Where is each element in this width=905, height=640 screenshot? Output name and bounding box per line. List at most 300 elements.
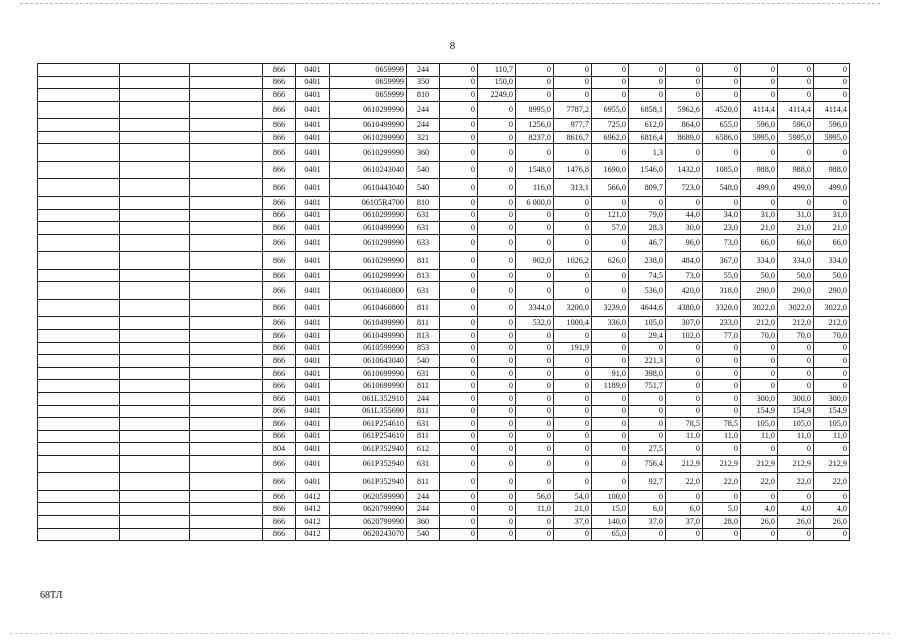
- table-cell: 154,9: [778, 405, 814, 418]
- table-cell: 0: [478, 528, 516, 541]
- table-cell: 6586,0: [703, 131, 741, 144]
- table-cell: 0: [440, 367, 478, 380]
- table-cell: 0: [440, 209, 478, 222]
- table-cell: 0: [516, 64, 554, 77]
- blank-cell: [38, 282, 120, 300]
- table-cell: 77,0: [703, 329, 741, 342]
- table-cell: 725,0: [592, 119, 629, 132]
- table-cell: 0401: [296, 161, 330, 179]
- table-cell: 6962,0: [592, 131, 629, 144]
- table-cell: 756,4: [629, 455, 666, 473]
- table-cell: 0: [516, 455, 554, 473]
- table-cell: 290,0: [778, 282, 814, 300]
- table-cell: 0: [554, 405, 592, 418]
- table-cell: 6,0: [666, 503, 703, 516]
- table-cell: 499,0: [778, 179, 814, 197]
- table-cell: 0: [440, 342, 478, 355]
- blank-cell: [38, 317, 120, 330]
- table-cell: 0: [554, 443, 592, 456]
- blank-cell: [190, 299, 263, 317]
- table-cell: 0: [741, 367, 778, 380]
- table-cell: 420,0: [666, 282, 703, 300]
- table-cell: 0: [440, 161, 478, 179]
- blank-cell: [38, 392, 120, 405]
- table-cell: 0401: [296, 252, 330, 270]
- table-cell: 0: [629, 342, 666, 355]
- table-cell: 0: [516, 405, 554, 418]
- table-cell: 0: [478, 380, 516, 393]
- table-cell: 0610499990: [330, 222, 407, 235]
- table-cell: 244: [407, 119, 440, 132]
- table-cell: 6816,4: [629, 131, 666, 144]
- table-cell: 0610299990: [330, 234, 407, 252]
- table-row: [38, 119, 850, 132]
- blank-cell: [190, 64, 263, 77]
- table-cell: 0: [741, 76, 778, 89]
- blank-cell: [38, 329, 120, 342]
- table-cell: 0: [592, 144, 629, 162]
- table-cell: 866: [263, 101, 296, 119]
- table-cell: 0: [629, 528, 666, 541]
- table-row: [38, 405, 850, 418]
- table-cell: 596,0: [741, 119, 778, 132]
- table-cell: 0: [592, 89, 629, 102]
- table-cell: 0: [741, 380, 778, 393]
- table-cell: 0620243070: [330, 528, 407, 541]
- table-cell: 0: [440, 222, 478, 235]
- table-cell: 121,0: [592, 209, 629, 222]
- table-cell: 0: [592, 342, 629, 355]
- table-cell: 0: [703, 76, 741, 89]
- table-cell: 0: [666, 89, 703, 102]
- table-cell: 0: [516, 443, 554, 456]
- table-cell: 5995,0: [741, 131, 778, 144]
- blank-cell: [120, 101, 190, 119]
- table-row: [38, 209, 850, 222]
- table-cell: 0401: [296, 64, 330, 77]
- table-cell: 0: [440, 179, 478, 197]
- table-cell: 0: [778, 380, 814, 393]
- table-cell: 0610699990: [330, 380, 407, 393]
- table-cell: 0: [592, 355, 629, 368]
- table-cell: 0: [478, 355, 516, 368]
- table-cell: 66,0: [778, 234, 814, 252]
- table-cell: 6 000,0: [516, 196, 554, 209]
- table-cell: 300,0: [814, 392, 850, 405]
- table-cell: 0: [478, 222, 516, 235]
- table-cell: 4644,6: [629, 299, 666, 317]
- table-cell: 28,3: [629, 222, 666, 235]
- table-cell: 0: [478, 252, 516, 270]
- blank-cell: [120, 76, 190, 89]
- blank-cell: [120, 367, 190, 380]
- blank-cell: [38, 528, 120, 541]
- table-cell: 0: [554, 367, 592, 380]
- table-cell: 866: [263, 119, 296, 132]
- table-cell: 596,0: [814, 119, 850, 132]
- blank-cell: [38, 119, 120, 132]
- table-cell: 0: [516, 342, 554, 355]
- blank-cell: [190, 455, 263, 473]
- table-cell: 0: [592, 234, 629, 252]
- table-cell: 0: [440, 101, 478, 119]
- table-cell: 3320,0: [703, 299, 741, 317]
- table-cell: 0: [629, 430, 666, 443]
- blank-cell: [120, 209, 190, 222]
- table-cell: 154,9: [814, 405, 850, 418]
- table-cell: 96,0: [666, 234, 703, 252]
- table-cell: 0: [440, 405, 478, 418]
- table-cell: 4114,4: [814, 101, 850, 119]
- blank-cell: [190, 101, 263, 119]
- table-cell: 66,0: [741, 234, 778, 252]
- table-cell: 0: [814, 355, 850, 368]
- table-cell: 221,3: [629, 355, 666, 368]
- table-cell: 4114,4: [778, 101, 814, 119]
- table-cell: 0: [592, 430, 629, 443]
- table-cell: 866: [263, 299, 296, 317]
- blank-cell: [190, 222, 263, 235]
- blank-cell: [120, 252, 190, 270]
- table-cell: 540: [407, 161, 440, 179]
- table-cell: 0: [554, 89, 592, 102]
- blank-cell: [120, 64, 190, 77]
- table-cell: 0: [478, 282, 516, 300]
- table-cell: 596,0: [778, 119, 814, 132]
- table-cell: 5962,6: [666, 101, 703, 119]
- table-cell: 0: [478, 234, 516, 252]
- table-cell: 0401: [296, 380, 330, 393]
- table-cell: 988,0: [778, 161, 814, 179]
- table-cell: 0: [592, 405, 629, 418]
- table-cell: 5995,0: [778, 131, 814, 144]
- table-cell: 0610499990: [330, 119, 407, 132]
- table-row: [38, 355, 850, 368]
- table-cell: 0: [629, 89, 666, 102]
- table-row: [38, 161, 850, 179]
- table-cell: 061P254610: [330, 418, 407, 431]
- table-cell: 0401: [296, 299, 330, 317]
- table-cell: 0: [478, 269, 516, 282]
- blank-cell: [120, 144, 190, 162]
- table-cell: 191,9: [554, 342, 592, 355]
- table-cell: 0: [666, 144, 703, 162]
- table-cell: 866: [263, 455, 296, 473]
- table-cell: 0: [592, 269, 629, 282]
- table-cell: 0: [440, 196, 478, 209]
- blank-cell: [38, 131, 120, 144]
- table-cell: 290,0: [741, 282, 778, 300]
- table-cell: 0: [554, 528, 592, 541]
- table-cell: 11,0: [741, 430, 778, 443]
- table-cell: 0: [703, 89, 741, 102]
- table-cell: 0401: [296, 367, 330, 380]
- table-cell: 0: [703, 196, 741, 209]
- table-cell: 0: [554, 418, 592, 431]
- table-cell: 116,0: [516, 179, 554, 197]
- table-cell: 11,0: [516, 503, 554, 516]
- table-cell: 866: [263, 64, 296, 77]
- table-cell: 0: [516, 269, 554, 282]
- table-cell: 061P352940: [330, 443, 407, 456]
- blank-cell: [38, 405, 120, 418]
- blank-cell: [120, 516, 190, 529]
- table-cell: 866: [263, 355, 296, 368]
- table-cell: 631: [407, 282, 440, 300]
- table-cell: 0: [554, 282, 592, 300]
- blank-cell: [38, 222, 120, 235]
- table-cell: 0412: [296, 516, 330, 529]
- table-cell: 0401: [296, 269, 330, 282]
- table-cell: 0620799990: [330, 516, 407, 529]
- table-cell: 0: [440, 282, 478, 300]
- table-cell: 0610299990: [330, 252, 407, 270]
- table-cell: 1548,0: [516, 161, 554, 179]
- table-cell: 1546,0: [629, 161, 666, 179]
- table-cell: 866: [263, 516, 296, 529]
- table-cell: 0: [592, 418, 629, 431]
- table-cell: 0: [554, 329, 592, 342]
- table-cell: 0: [516, 355, 554, 368]
- table-cell: 0: [666, 405, 703, 418]
- table-cell: 21,0: [741, 222, 778, 235]
- table-cell: 0: [629, 490, 666, 503]
- table-cell: 866: [263, 405, 296, 418]
- table-row: [38, 64, 850, 77]
- scan-edge-bottom: [10, 633, 890, 634]
- blank-cell: [190, 329, 263, 342]
- table-cell: 70,0: [778, 329, 814, 342]
- table-cell: 0610699990: [330, 367, 407, 380]
- table-cell: 105,0: [778, 418, 814, 431]
- table-cell: 0: [666, 528, 703, 541]
- table-cell: 26,0: [814, 516, 850, 529]
- table-cell: 4,0: [741, 503, 778, 516]
- table-cell: 0: [666, 443, 703, 456]
- table-cell: 0: [703, 405, 741, 418]
- table-cell: 70,0: [741, 329, 778, 342]
- blank-cell: [120, 269, 190, 282]
- blank-cell: [38, 76, 120, 89]
- table-cell: 0401: [296, 179, 330, 197]
- table-cell: 0: [592, 64, 629, 77]
- table-cell: 0: [629, 392, 666, 405]
- table-cell: 1026,2: [554, 252, 592, 270]
- table-cell: 0: [440, 528, 478, 541]
- table-cell: 0: [440, 144, 478, 162]
- table-cell: 0: [516, 392, 554, 405]
- table-cell: 212,9: [814, 455, 850, 473]
- blank-cell: [38, 367, 120, 380]
- blank-cell: [190, 516, 263, 529]
- table-cell: 631: [407, 222, 440, 235]
- table-cell: 061L352910: [330, 392, 407, 405]
- table-cell: 102,0: [666, 329, 703, 342]
- table-cell: 0: [478, 405, 516, 418]
- table-cell: 0: [814, 528, 850, 541]
- blank-cell: [120, 392, 190, 405]
- table-row: [38, 342, 850, 355]
- blank-cell: [120, 131, 190, 144]
- table-cell: 233,0: [703, 317, 741, 330]
- table-row: [38, 392, 850, 405]
- blank-cell: [120, 119, 190, 132]
- table-cell: 3022,0: [814, 299, 850, 317]
- blank-cell: [190, 209, 263, 222]
- table-cell: 238,0: [629, 252, 666, 270]
- table-cell: 0: [814, 380, 850, 393]
- table-cell: 0: [440, 473, 478, 491]
- table-row: [38, 528, 850, 541]
- table-cell: 0: [478, 179, 516, 197]
- table-cell: 0: [666, 355, 703, 368]
- table-cell: 244: [407, 392, 440, 405]
- table-cell: 061P352940: [330, 473, 407, 491]
- table-cell: 22,0: [814, 473, 850, 491]
- blank-cell: [38, 490, 120, 503]
- table-cell: 11,0: [814, 430, 850, 443]
- table-cell: 7787,2: [554, 101, 592, 119]
- blank-cell: [190, 131, 263, 144]
- table-cell: 56,0: [516, 490, 554, 503]
- table-cell: 0: [703, 64, 741, 77]
- table-cell: 0: [741, 342, 778, 355]
- table-cell: 866: [263, 503, 296, 516]
- table-cell: 0401: [296, 443, 330, 456]
- table-cell: 0: [516, 418, 554, 431]
- table-row: [38, 76, 850, 89]
- table-cell: 0: [741, 144, 778, 162]
- table-row: [38, 473, 850, 491]
- table-cell: 0401: [296, 355, 330, 368]
- table-cell: 866: [263, 89, 296, 102]
- table-cell: 30,0: [666, 222, 703, 235]
- table-cell: 0: [703, 528, 741, 541]
- blank-cell: [120, 342, 190, 355]
- table-cell: 612,0: [629, 119, 666, 132]
- blank-cell: [38, 196, 120, 209]
- table-cell: 8995,0: [516, 101, 554, 119]
- blank-cell: [190, 342, 263, 355]
- table-cell: 866: [263, 282, 296, 300]
- blank-cell: [120, 329, 190, 342]
- blank-cell: [38, 209, 120, 222]
- table-cell: 0: [478, 317, 516, 330]
- blank-cell: [190, 405, 263, 418]
- blank-cell: [38, 299, 120, 317]
- table-cell: 334,0: [778, 252, 814, 270]
- blank-cell: [190, 144, 263, 162]
- table-cell: 6955,0: [592, 101, 629, 119]
- table-cell: 0401: [296, 196, 330, 209]
- table-cell: 0610299990: [330, 269, 407, 282]
- table-cell: 866: [263, 329, 296, 342]
- table-cell: 22,0: [703, 473, 741, 491]
- table-cell: 31,0: [814, 209, 850, 222]
- table-cell: 0: [629, 196, 666, 209]
- blank-cell: [120, 473, 190, 491]
- table-row: [38, 89, 850, 102]
- table-cell: 0: [629, 64, 666, 77]
- table-cell: 5995,0: [814, 131, 850, 144]
- table-cell: 5,0: [703, 503, 741, 516]
- table-cell: 866: [263, 317, 296, 330]
- table-cell: 0: [741, 528, 778, 541]
- table-cell: 0: [440, 131, 478, 144]
- table-cell: 54,0: [554, 490, 592, 503]
- table-cell: 105,0: [741, 418, 778, 431]
- table-cell: 334,0: [814, 252, 850, 270]
- table-cell: 0: [478, 473, 516, 491]
- table-cell: 150,0: [478, 76, 516, 89]
- table-cell: 0: [778, 64, 814, 77]
- table-cell: 866: [263, 392, 296, 405]
- table-cell: 0: [554, 380, 592, 393]
- table-cell: 0: [814, 490, 850, 503]
- table-cell: 0: [440, 430, 478, 443]
- table-row: [38, 179, 850, 197]
- table-cell: 0: [778, 528, 814, 541]
- blank-cell: [38, 430, 120, 443]
- table-row: [38, 299, 850, 317]
- table-cell: 0: [440, 119, 478, 132]
- table-cell: 866: [263, 342, 296, 355]
- table-cell: 0: [516, 516, 554, 529]
- table-cell: 0: [703, 342, 741, 355]
- table-cell: 6858,1: [629, 101, 666, 119]
- table-cell: 811: [407, 299, 440, 317]
- table-cell: 0: [666, 380, 703, 393]
- table-cell: 0: [703, 380, 741, 393]
- table-row: [38, 443, 850, 456]
- table-cell: 2249,0: [478, 89, 516, 102]
- table-cell: 50,0: [778, 269, 814, 282]
- table-cell: 0401: [296, 473, 330, 491]
- table-cell: 0: [554, 355, 592, 368]
- table-cell: 65,0: [592, 528, 629, 541]
- table-cell: 212,9: [703, 455, 741, 473]
- table-cell: 566,0: [592, 179, 629, 197]
- table-cell: 0: [440, 418, 478, 431]
- table-cell: 0412: [296, 503, 330, 516]
- blank-cell: [120, 161, 190, 179]
- table-cell: 3022,0: [741, 299, 778, 317]
- table-cell: 866: [263, 131, 296, 144]
- table-cell: 548,0: [703, 179, 741, 197]
- table-cell: 4520,0: [703, 101, 741, 119]
- table-cell: 0: [440, 355, 478, 368]
- table-cell: 0: [440, 317, 478, 330]
- table-cell: 813: [407, 329, 440, 342]
- table-cell: 0401: [296, 342, 330, 355]
- table-cell: 655,0: [703, 119, 741, 132]
- table-row: [38, 282, 850, 300]
- table-cell: 0: [666, 342, 703, 355]
- table-cell: 0: [554, 64, 592, 77]
- table-cell: 0: [478, 490, 516, 503]
- table-cell: 26,0: [778, 516, 814, 529]
- table-cell: 105,0: [814, 418, 850, 431]
- table-cell: 1690,0: [592, 161, 629, 179]
- table-cell: 307,0: [666, 317, 703, 330]
- table-cell: 0: [516, 76, 554, 89]
- table-cell: 0: [440, 64, 478, 77]
- table-cell: 0: [703, 367, 741, 380]
- table-cell: 0: [592, 196, 629, 209]
- table-cell: 0: [516, 209, 554, 222]
- table-cell: 37,0: [554, 516, 592, 529]
- table-cell: 8689,0: [666, 131, 703, 144]
